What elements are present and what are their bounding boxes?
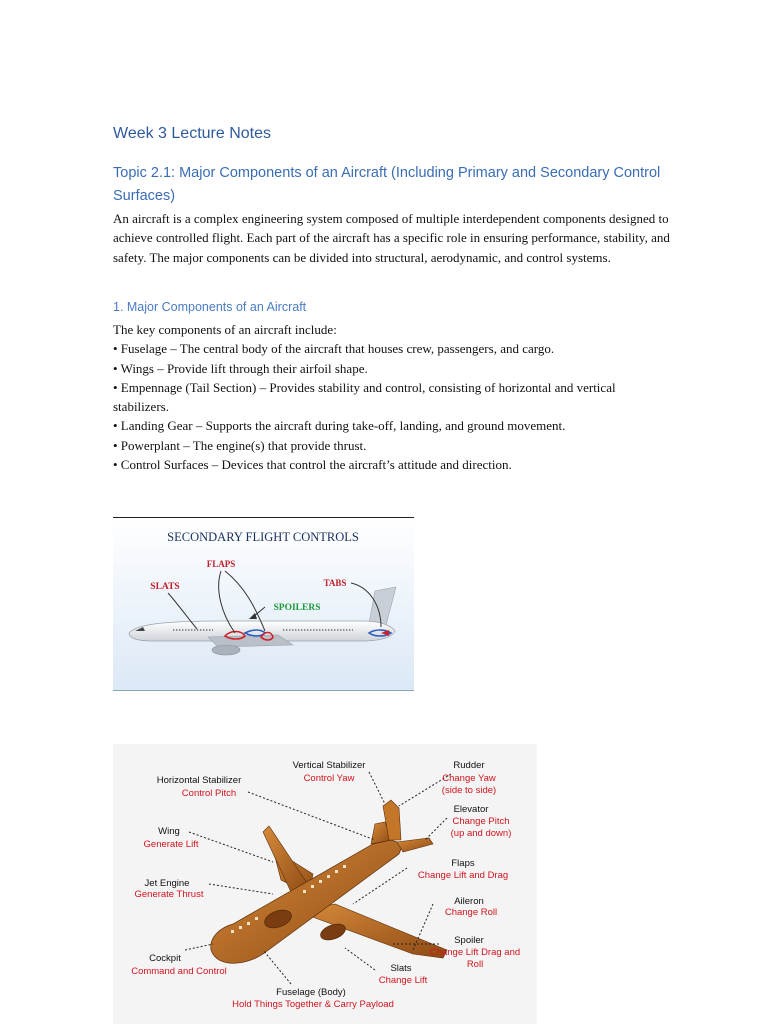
fn-slats: Change Lift	[378, 975, 428, 986]
topic-heading: Topic 2.1: Major Components of an Aircraft (Including Primary and Secondary Control Surfaces)	[113, 165, 661, 204]
list-item: • Empennage (Tail Section) – Provides stability and control, consisting of horizontal and vertical stabilizers.	[113, 379, 616, 415]
label-slats: Slats	[390, 963, 412, 974]
label-jet-engine: Jet Engine	[144, 878, 190, 889]
fn-flaps: Change Lift and Drag	[417, 870, 509, 881]
list-lead: The key components of an aircraft include:	[113, 322, 337, 337]
label-tabs: TABS	[323, 578, 347, 588]
fn-jet-engine: Generate Thrust	[134, 889, 204, 900]
fn-fuselage: Hold Things Together & Carry Payload	[232, 999, 394, 1010]
label-rudder: Rudder	[453, 760, 485, 771]
list-item: • Fuselage – The central body of the aircraft that houses crew, passengers, and cargo.	[113, 341, 555, 357]
document-title: Week 3 Lecture Notes	[113, 125, 272, 142]
fn-spoiler-1: Change Lift Drag and	[429, 947, 521, 958]
label-vertical-stabilizer: Vertical Stabilizer	[292, 760, 366, 771]
fn-horizontal-stabilizer: Control Pitch	[181, 788, 237, 799]
label-elevator: Elevator	[453, 804, 489, 815]
list-item: • Powerplant – The engine(s) that provide thrust.	[113, 437, 367, 453]
label-flaps: FLAPS	[206, 559, 236, 569]
list-item: • Wings – Provide lift through their airfoil shape.	[113, 360, 368, 376]
aircraft-components-figure	[113, 744, 537, 1024]
label-spoiler: Spoiler	[454, 935, 484, 946]
label-wing: Wing	[158, 826, 180, 837]
components-list	[113, 320, 673, 474]
label-fuselage: Fuselage (Body)	[276, 987, 346, 998]
label-horizontal-stabilizer: Horizontal Stabilizer	[156, 775, 242, 786]
engine-shape	[212, 645, 240, 655]
label-flaps: Flaps	[451, 858, 475, 869]
label-spoilers: SPOILERS	[273, 603, 321, 613]
label-cockpit: Cockpit	[149, 953, 181, 964]
figure-title: SECONDARY FLIGHT CONTROLS	[167, 530, 359, 544]
list-item: • Landing Gear – Supports the aircraft during take-off, landing, and ground movement.	[113, 418, 566, 434]
fn-cockpit: Command and Control	[131, 966, 227, 977]
label-slats: SLATS	[150, 582, 180, 592]
fn-wing: Generate Lift	[143, 839, 199, 850]
intro-paragraph: An aircraft is a complex engineering system composed of multiple interdependent components designed to achieve controlled flight. Each part of the aircraft has a specific role in ensuring performance, stability, and safety. The major components can be divided into structural, aerodynamic, and control systems.	[113, 211, 670, 265]
secondary-flight-controls-figure	[113, 517, 414, 691]
fn-rudder-1: Change Yaw	[442, 773, 496, 784]
section-heading: 1. Major Components of an Aircraft	[113, 300, 307, 314]
list-item: • Control Surfaces – Devices that control the aircraft’s attitude and direction.	[113, 457, 512, 473]
fn-elevator-1: Change Pitch	[452, 816, 510, 827]
fn-spoiler-2: Roll	[466, 959, 484, 970]
label-aileron: Aileron	[454, 896, 484, 907]
fn-aileron: Change Roll	[444, 907, 498, 918]
fn-elevator-2: (up and down)	[450, 828, 512, 839]
fn-vertical-stabilizer: Control Yaw	[303, 773, 355, 784]
fn-rudder-2: (side to side)	[441, 785, 497, 796]
